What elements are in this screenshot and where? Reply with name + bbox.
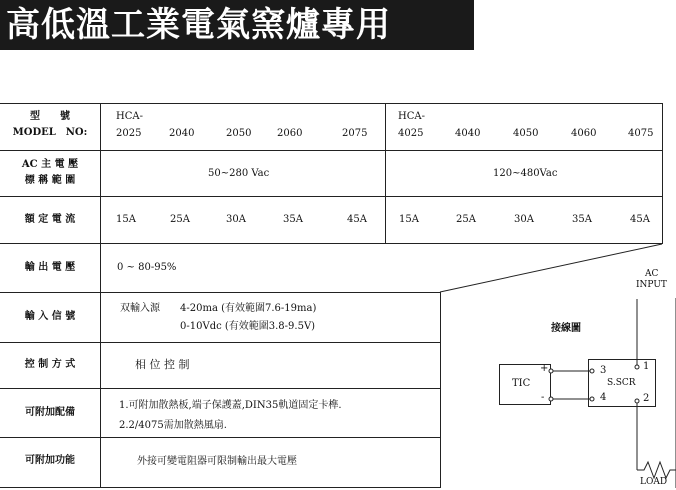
voltage-range-group1: 50~280 Vac (208, 168, 270, 179)
current-4060: 35A (572, 214, 592, 225)
diagram-title: 接線圖 (551, 323, 581, 334)
input-line-2: 0-10Vdc (有效範圍3.8-9.5V) (180, 321, 316, 332)
model-2075: 2075 (342, 128, 368, 139)
model-2050: 2050 (226, 128, 252, 139)
scr-terminal-2 (635, 399, 639, 403)
model-4060: 4060 (571, 128, 597, 139)
scr-label: S.SCR (607, 378, 636, 388)
function-label: 可附加功能 (25, 455, 75, 466)
terminal-1-label: 1 (643, 361, 650, 372)
current-2075: 45A (347, 214, 367, 225)
accessory-label: 可附加配備 (25, 407, 75, 418)
model-4025: 4025 (398, 128, 424, 139)
current-4075: 45A (630, 214, 650, 225)
banner-title: 高低溫工業電氣窯爐專用 (6, 5, 391, 45)
current-4050: 30A (514, 214, 534, 225)
control-value: 相 位 控 制 (135, 358, 190, 371)
voltage-range-group2: 120~480Vac (493, 168, 558, 179)
tic-plus-terminal (549, 369, 553, 373)
current-2025: 15A (116, 214, 136, 225)
tic-plus-label: + (540, 363, 549, 374)
model-prefix-group1: HCA- (116, 111, 143, 122)
voltage-label-1: AC 主 電 壓 (21, 159, 79, 170)
tic-minus-terminal (549, 397, 553, 401)
model-4075: 4075 (628, 128, 654, 139)
current-4040: 25A (456, 214, 476, 225)
current-2050: 30A (226, 214, 246, 225)
current-4025: 15A (399, 214, 419, 225)
model-2060: 2060 (277, 128, 303, 139)
load-label: LOAD (640, 477, 668, 487)
scr-terminal-1 (635, 365, 639, 369)
input-label: 輸 入 信 號 (24, 311, 76, 322)
terminal-3-label: 3 (600, 365, 607, 376)
tic-minus-label: - (541, 392, 545, 403)
ac-label-2: INPUT (636, 280, 667, 290)
accessory-line-2: 2.2/4075需加散熱風扇. (119, 420, 227, 431)
output-label: 輸 出 電 壓 (24, 262, 76, 273)
model-2025: 2025 (116, 128, 142, 139)
ac-label-1: AC (645, 269, 659, 279)
terminal-4-label: 4 (600, 392, 607, 403)
voltage-label-2: 標 稱 範 圍 (24, 175, 76, 186)
model-prefix-group2: HCA- (398, 111, 425, 122)
function-value: 外接可變電阻器可限制輸出最大電壓 (137, 456, 297, 467)
control-label: 控 制 方 式 (24, 359, 76, 370)
scr-terminal-4 (590, 397, 594, 401)
input-line-1: 双輸入源 4-20ma (有效範圍7.6-19ma) (120, 303, 317, 314)
current-label: 額 定 電 流 (24, 214, 76, 225)
model-label-en: MODEL NO: (12, 127, 88, 138)
model-4050: 4050 (513, 128, 539, 139)
model-2040: 2040 (169, 128, 195, 139)
model-4040: 4040 (455, 128, 481, 139)
current-2040: 25A (170, 214, 190, 225)
scr-terminal-3 (590, 369, 594, 373)
current-2060: 35A (283, 214, 303, 225)
accessory-line-1: 1.可附加散熱板,端子保護蓋,DIN35軌道固定卡榫. (119, 400, 342, 411)
terminal-2-label: 2 (643, 393, 650, 404)
tic-label: TIC (512, 378, 531, 389)
model-label-zh: 型 號 (30, 111, 70, 122)
output-value: 0 ~ 80-95% (117, 262, 177, 273)
